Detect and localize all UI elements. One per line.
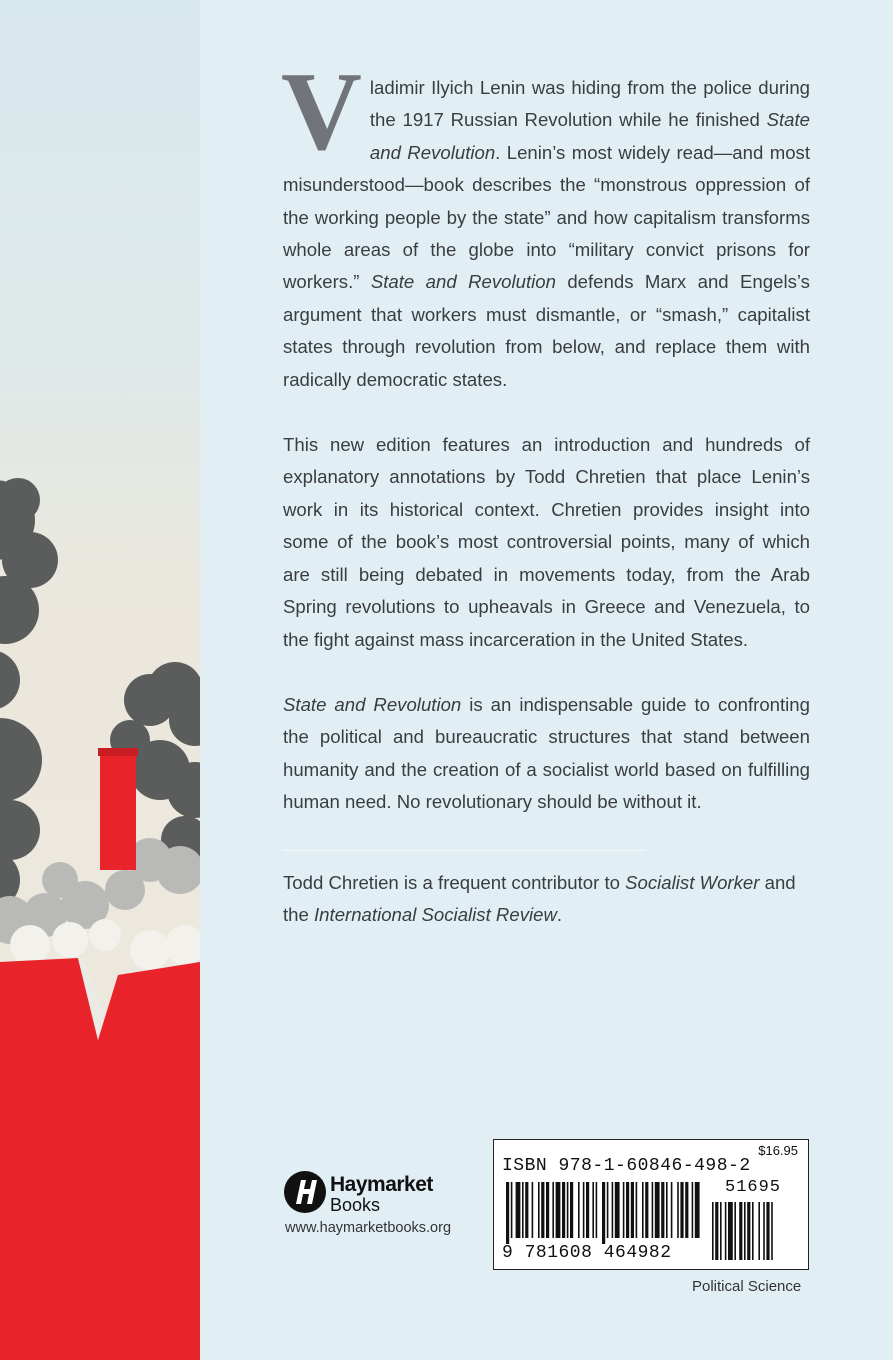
divider — [283, 850, 645, 851]
barcode-bar — [532, 1182, 534, 1238]
publisher-sub: Books — [330, 1195, 381, 1215]
bio-text-b: and the — [283, 872, 796, 926]
price: $16.95 — [758, 1143, 798, 1158]
supplement-bar — [712, 1202, 714, 1260]
barcode-bar — [652, 1182, 654, 1238]
barcode-bar — [586, 1182, 589, 1238]
supplement-bar — [715, 1202, 718, 1260]
p1-text-a: ladimir Ilyich Lenin was hiding from the police during the 1917 Russian Revolution while he finished — [369, 77, 810, 131]
blurb — [281, 50, 810, 852]
chimney — [100, 750, 136, 870]
drop-cap: V — [281, 50, 362, 174]
p1-book-title: State and Revolution — [369, 109, 810, 163]
barcode-bar — [552, 1182, 554, 1238]
barcode-bar — [671, 1182, 673, 1238]
author-bio — [283, 867, 810, 932]
barcode-bar — [578, 1182, 580, 1238]
barcode-bar — [570, 1182, 573, 1238]
supplement-code: 51695 — [725, 1178, 782, 1197]
isbn: ISBN 978-1-60846-498-2 — [502, 1156, 751, 1176]
supplement-bar — [763, 1202, 765, 1260]
supplement-bar — [758, 1202, 760, 1260]
barcode-bar — [623, 1182, 625, 1238]
supplement-bar — [771, 1202, 773, 1260]
ean-digits: 9 781608 464982 — [502, 1243, 672, 1263]
barcode-bar — [511, 1182, 513, 1238]
barcode-bar — [612, 1182, 614, 1238]
barcode-bar — [631, 1182, 634, 1238]
p1-text-c: defends Marx and Engels’s argument that workers must dismantle, or “smash,” capitalist states through revolution from below, and replace them with radically democratic states. — [283, 271, 810, 390]
barcode-bar — [516, 1182, 521, 1238]
barcode-bar — [626, 1182, 629, 1238]
barcode-bar — [680, 1182, 683, 1238]
bio-text-c: . — [556, 904, 563, 926]
supplement-bar — [725, 1202, 727, 1260]
barcode-bar — [506, 1182, 509, 1244]
haymarket-logo-icon — [283, 1170, 327, 1214]
p1-text-b: . Lenin’s most widely read—and most misunderstood—book describes the “monstrous oppression of the working people by the state” and how capitalism transforms whole areas of the globe into “military convict prisons for workers.” — [283, 141, 810, 293]
barcode-box — [493, 1139, 809, 1270]
bio-publication-2: International Socialist Review — [314, 904, 557, 926]
publisher-url: www.haymarketbooks.org — [285, 1220, 452, 1236]
barcode-bar — [522, 1182, 524, 1238]
barcode-bar — [596, 1182, 598, 1238]
category-label: Political Science — [692, 1278, 802, 1295]
barcode-bar — [567, 1182, 569, 1238]
barcode-bar — [655, 1182, 660, 1238]
barcode-bar — [636, 1182, 638, 1238]
barcode-bar — [607, 1182, 609, 1238]
supplement-bar — [766, 1202, 769, 1260]
supplement-bar — [744, 1202, 746, 1260]
blurb-paragraph-2: This new edition features an introduction and hundreds of explanatory annotations by Todd Chretien that place Lenin’s work in its historical context. Chretien provides insight into some of the book’s most controversial points, many of which are still being debated in movements today, from the Arab Spring revolutions to upheavals in Greece and Venezuela, to the fight against mass incarceration in the United States. — [283, 434, 810, 650]
barcode-bar — [661, 1182, 664, 1238]
barcode-bar — [602, 1182, 605, 1244]
barcode-bar — [562, 1182, 565, 1238]
bio-publication-1: Socialist Worker — [625, 872, 760, 893]
p3-book-title: State and Revolution — [283, 693, 462, 715]
p3-text: is an indispensable guide to confronting the political and bureaucratic structures that stand between humanity and the creation of a socialist world based on fulfilling human need. No revolutionary should be without it. — [283, 693, 810, 813]
barcode-bar — [692, 1182, 694, 1238]
barcode-bar — [525, 1182, 528, 1238]
supplement-bar — [728, 1202, 733, 1260]
supplement-bar — [752, 1202, 754, 1260]
barcode-bar — [666, 1182, 668, 1238]
p1-book-title-2: State and Revolution — [370, 271, 556, 293]
barcode-bar — [592, 1182, 594, 1238]
blurb-paragraph-3 — [283, 689, 810, 819]
barcode-bar — [538, 1182, 540, 1238]
barcode-bar — [583, 1182, 585, 1238]
barcode-bar — [677, 1182, 679, 1238]
barcode-bar — [695, 1182, 700, 1238]
cover-illustration — [0, 0, 200, 1360]
barcode-bar — [685, 1182, 688, 1238]
barcode-bar — [642, 1182, 644, 1238]
barcode-bar — [645, 1182, 648, 1238]
barcode-bar — [556, 1182, 561, 1238]
supplement-bar — [747, 1202, 750, 1260]
supplement-bar — [720, 1202, 722, 1260]
bio-text-a: Todd Chretien is a frequent contributor to — [283, 872, 626, 893]
supplement-bar — [739, 1202, 742, 1260]
supplement-bar — [734, 1202, 736, 1260]
barcode-bar — [541, 1182, 544, 1238]
chimney-top — [98, 748, 138, 756]
publisher-name: Haymarket — [330, 1173, 433, 1196]
blurb-paragraph-1 — [281, 50, 810, 396]
barcode-bar — [546, 1182, 549, 1238]
barcode-bar — [615, 1182, 620, 1238]
